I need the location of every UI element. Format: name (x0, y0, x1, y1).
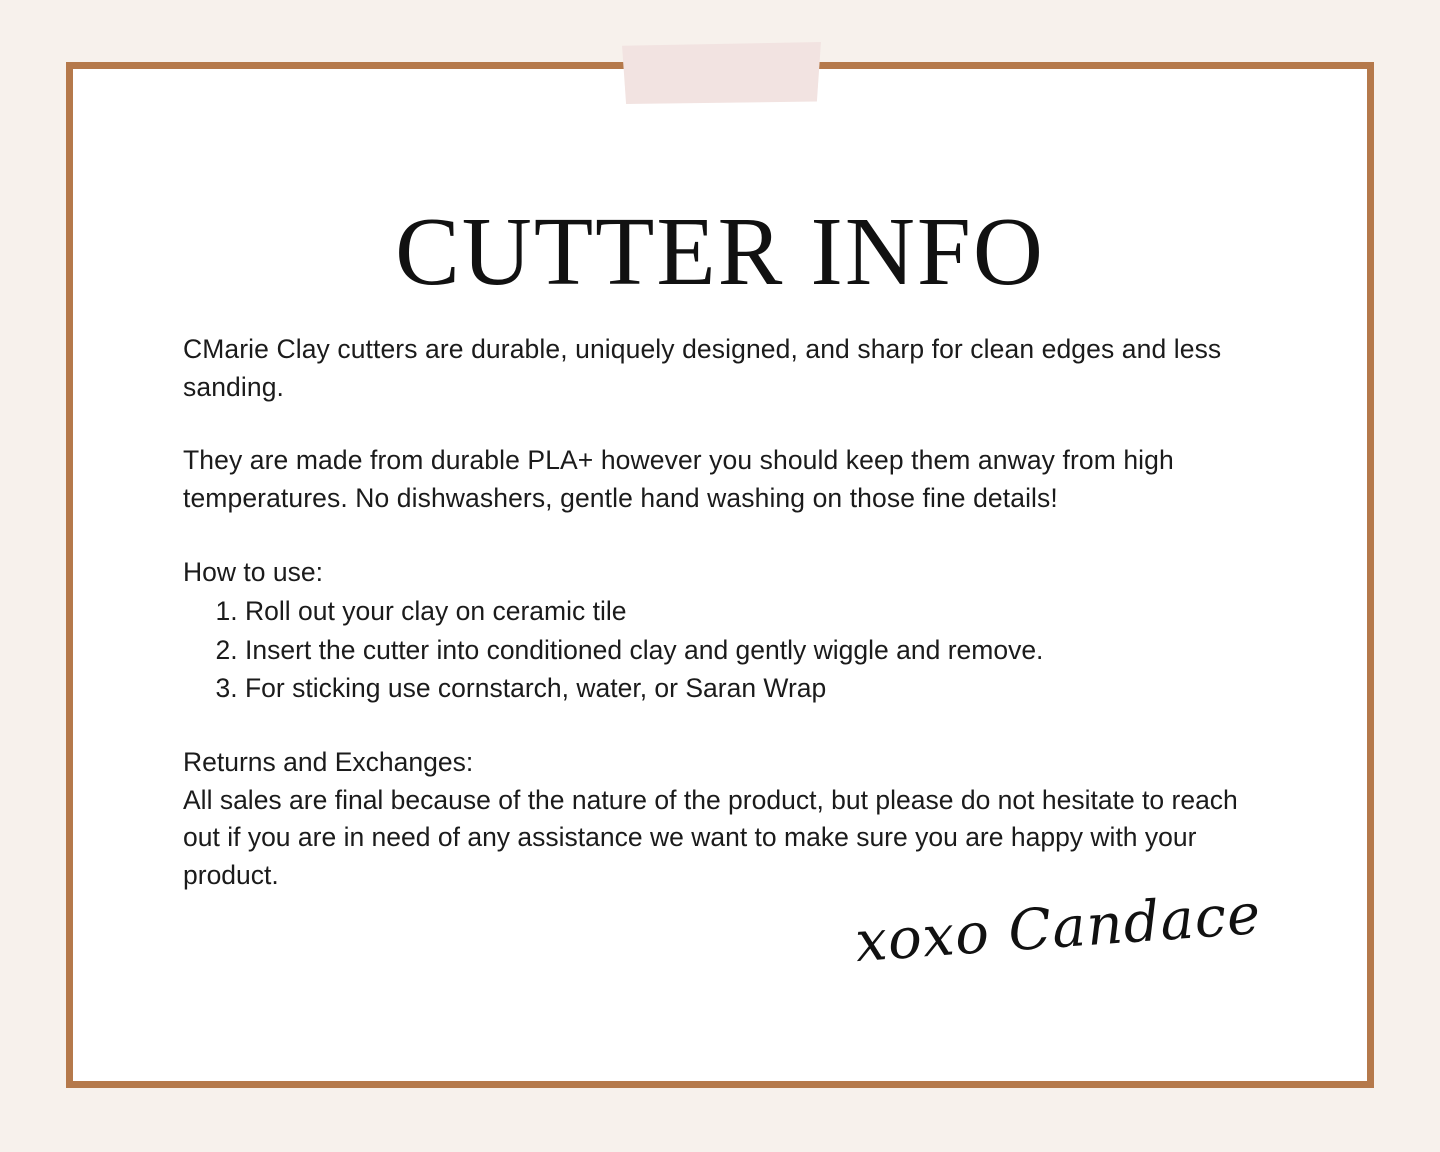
info-card (66, 62, 1374, 1088)
intro-paragraph: CMarie Clay cutters are durable, uniquely designed, and sharp for clean edges and less sanding. (183, 334, 1222, 402)
list-item: 2. Insert the cutter into conditioned clay and gently wiggle and remove. (245, 632, 1273, 670)
how-to-use-steps (183, 593, 1273, 708)
washi-tape-decoration (620, 42, 823, 104)
returns-paragraph: All sales are final because of the nature of the product, but please do not hesitate to reach out if you are in need of any assistance we want to make sure you are happy with your product. (183, 784, 1238, 890)
signature: xoxo Candace (852, 881, 1263, 976)
document-body (183, 331, 1273, 895)
list-item: 3. For sticking use cornstarch, water, or Saran Wrap (245, 670, 1273, 708)
list-item: 1. Roll out your clay on ceramic tile (245, 593, 1273, 631)
page-title: CUTTER INFO (395, 198, 1045, 305)
how-to-use-label: How to use: (183, 556, 323, 587)
material-paragraph: They are made from durable PLA+ however you should keep them anway from high temperatures. No dishwashers, gentle hand washing on those fine details! (183, 445, 1174, 513)
returns-label: Returns and Exchanges: (183, 747, 474, 777)
